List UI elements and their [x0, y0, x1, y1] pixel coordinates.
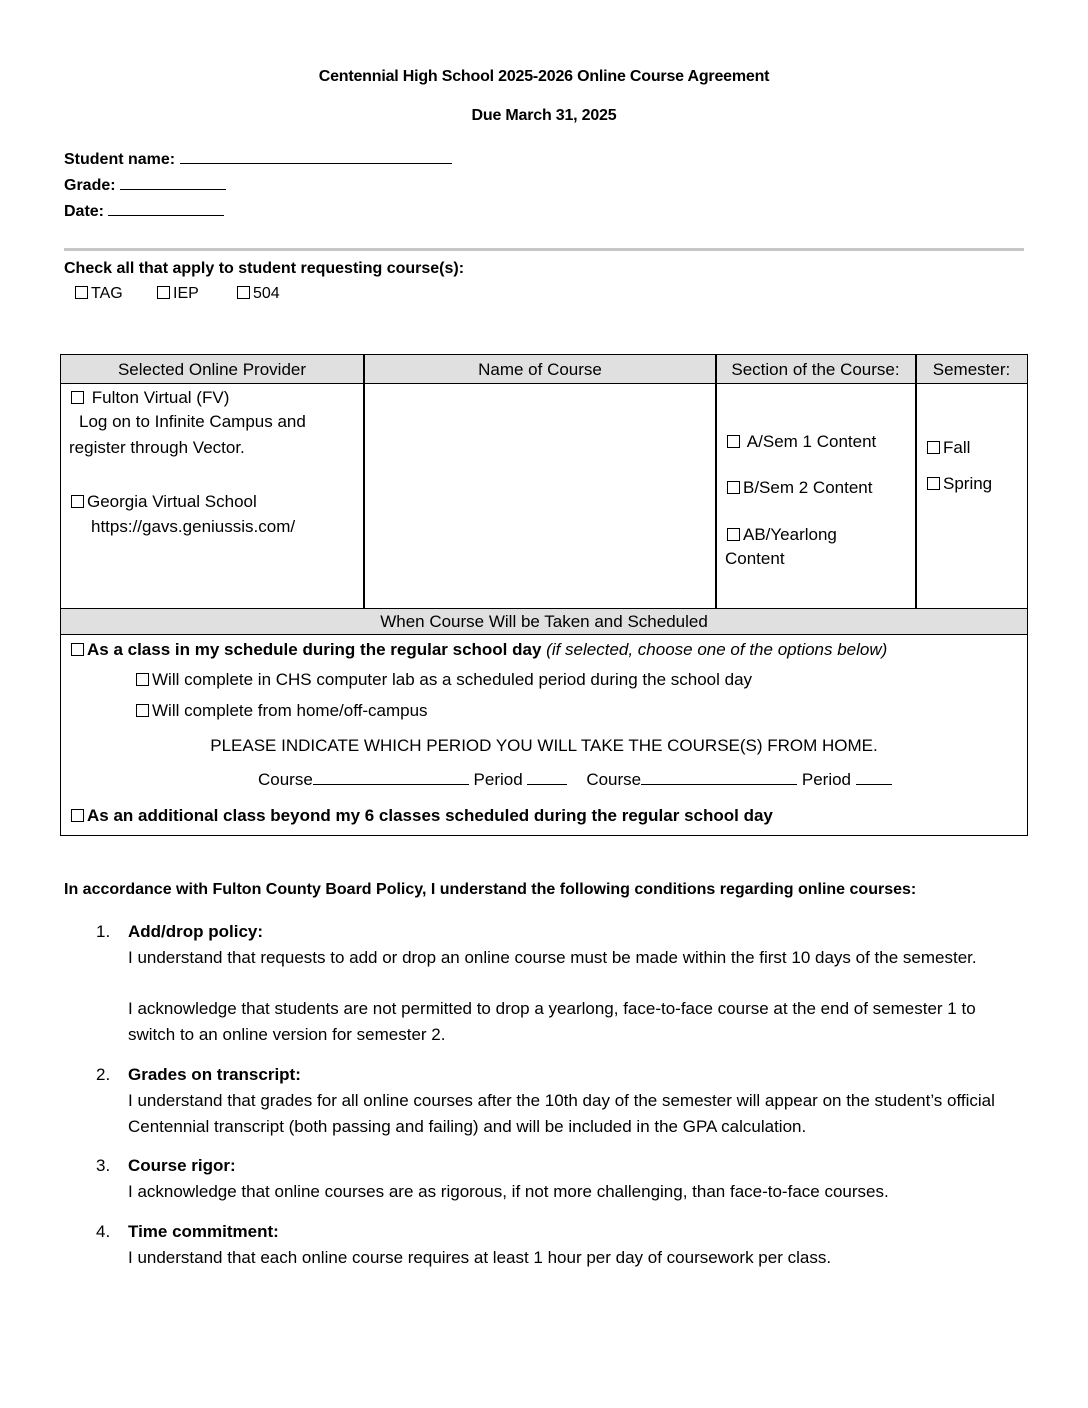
condition-3-body: I acknowledge that online courses are as rigorous, if not more challenging, than face-to-face courses.	[128, 1182, 889, 1201]
condition-2-number: 2.	[96, 1065, 111, 1084]
tag-label: TAG	[91, 285, 123, 302]
spring-label: Spring	[943, 474, 993, 493]
home-period-notice: PLEASE INDICATE WHICH PERIOD YOU WILL TAKE THE COURSE(S) FROM HOME.	[210, 736, 878, 755]
grade-field[interactable]	[120, 174, 226, 190]
additional-class-checkbox[interactable]	[71, 809, 84, 822]
grade-label: Grade:	[64, 177, 116, 194]
computer-lab-label: Will complete in CHS computer lab as a scheduled period during the school day	[152, 670, 753, 689]
provider-georgia[interactable]	[71, 489, 257, 514]
condition-2-title: Grades on transcript:	[128, 1065, 301, 1084]
check-prompt: Check all that apply to student requesting course(s):	[64, 260, 465, 277]
option-computer-lab[interactable]	[136, 667, 752, 692]
course-table	[60, 354, 1028, 836]
option-regular-day[interactable]	[71, 637, 887, 662]
provider-fulton[interactable]	[71, 385, 229, 410]
course-label-2: Course	[586, 770, 642, 789]
computer-lab-checkbox[interactable]	[136, 673, 149, 686]
regular-day-note: (if selected, choose one of the options below)	[546, 640, 888, 659]
section-b-checkbox[interactable]	[727, 481, 740, 494]
section-ab[interactable]	[727, 522, 837, 547]
date-label: Date:	[64, 203, 105, 220]
home-course-row	[258, 767, 892, 792]
additional-class-label: As an additional class beyond my 6 classes scheduled during the regular school day	[87, 806, 773, 825]
date-field[interactable]	[108, 200, 224, 216]
course-field-1[interactable]	[313, 769, 469, 785]
section-ab-label-2: Content	[725, 549, 785, 568]
schedule-header: When Course Will be Taken and Scheduled	[380, 612, 708, 631]
fulton-instruction-1: Log on to Infinite Campus and	[79, 412, 306, 431]
fulton-label: Fulton Virtual (FV)	[91, 388, 230, 407]
course-label-1: Course	[258, 770, 313, 789]
header-section: Section of the Course:	[731, 360, 900, 379]
header-provider: Selected Online Provider	[117, 360, 307, 379]
iep-label: IEP	[173, 285, 199, 302]
section-ab-label: AB/Yearlong	[743, 525, 837, 544]
header-semester: Semester:	[932, 360, 1011, 379]
date-row	[64, 200, 224, 221]
section-a[interactable]	[727, 429, 876, 454]
condition-1-body-2: I acknowledge that students are not permitted to drop a yearlong, face-to-face course at the end of semester 1 to switch to an online version for semester 2.	[128, 999, 976, 1044]
504-label: 504	[253, 285, 280, 302]
page-title: Centennial High School 2025-2026 Online Course Agreement	[318, 68, 770, 85]
due-date: Due March 31, 2025	[471, 107, 617, 124]
condition-4-body: I understand that each online course requires at least 1 hour per day of coursework per class.	[128, 1248, 832, 1267]
georgia-url: https://gavs.geniussis.com/	[91, 517, 296, 536]
conditions-intro: In accordance with Fulton County Board Policy, I understand the following conditions regarding online courses:	[64, 881, 917, 898]
condition-4-number: 4.	[96, 1222, 111, 1241]
col-divider	[915, 355, 917, 609]
col-divider	[715, 355, 717, 609]
semester-fall[interactable]	[927, 435, 970, 460]
course-name-input[interactable]	[365, 385, 714, 607]
condition-3-number: 3.	[96, 1156, 111, 1175]
regular-day-label: As a class in my schedule during the regular school day	[87, 640, 542, 659]
fulton-checkbox[interactable]	[71, 391, 84, 404]
check-option-iep[interactable]	[157, 285, 199, 303]
condition-2-body: I understand that grades for all online courses after the 10th day of the semester will appear on the student’s official Centennial transcript (both passing and failing) and will be included in the GPA calculation.	[128, 1091, 995, 1136]
condition-4-title: Time commitment:	[128, 1222, 279, 1241]
period-label-1: Period	[473, 770, 523, 789]
tag-checkbox[interactable]	[75, 286, 88, 299]
check-option-tag[interactable]	[75, 285, 123, 303]
option-additional-class[interactable]	[71, 803, 773, 828]
section-b[interactable]	[727, 475, 872, 500]
student-name-label: Student name:	[64, 151, 176, 168]
504-checkbox[interactable]	[237, 286, 250, 299]
condition-3-title: Course rigor:	[128, 1156, 236, 1175]
student-name-row	[64, 148, 452, 169]
home-checkbox[interactable]	[136, 704, 149, 717]
student-name-field[interactable]	[180, 148, 452, 164]
semester-spring[interactable]	[927, 471, 992, 496]
condition-1-title: Add/drop policy:	[128, 922, 264, 941]
header-course-name: Name of Course	[478, 360, 602, 379]
condition-1-number: 1.	[96, 922, 111, 941]
period-field-1[interactable]	[527, 769, 567, 785]
section-ab-checkbox[interactable]	[727, 528, 740, 541]
check-option-504[interactable]	[237, 285, 280, 303]
option-home[interactable]	[136, 698, 428, 723]
fulton-instruction-2: register through Vector.	[69, 438, 245, 457]
fall-checkbox[interactable]	[927, 441, 940, 454]
home-label: Will complete from home/off-campus	[152, 701, 428, 720]
condition-1-body: I understand that requests to add or drop an online course must be made within the first 10 days of the semester.	[128, 948, 977, 967]
course-field-2[interactable]	[641, 769, 797, 785]
period-label-2: Period	[801, 770, 852, 789]
regular-day-checkbox[interactable]	[71, 643, 84, 656]
section-b-label: B/Sem 2 Content	[743, 478, 873, 497]
section-a-label: A/Sem 1 Content	[746, 432, 877, 451]
period-field-2[interactable]	[856, 769, 892, 785]
iep-checkbox[interactable]	[157, 286, 170, 299]
fall-label: Fall	[943, 438, 971, 457]
georgia-label: Georgia Virtual School	[87, 492, 257, 511]
georgia-checkbox[interactable]	[71, 495, 84, 508]
divider	[64, 248, 1024, 251]
section-a-checkbox[interactable]	[727, 435, 740, 448]
spring-checkbox[interactable]	[927, 477, 940, 490]
grade-row	[64, 174, 226, 195]
